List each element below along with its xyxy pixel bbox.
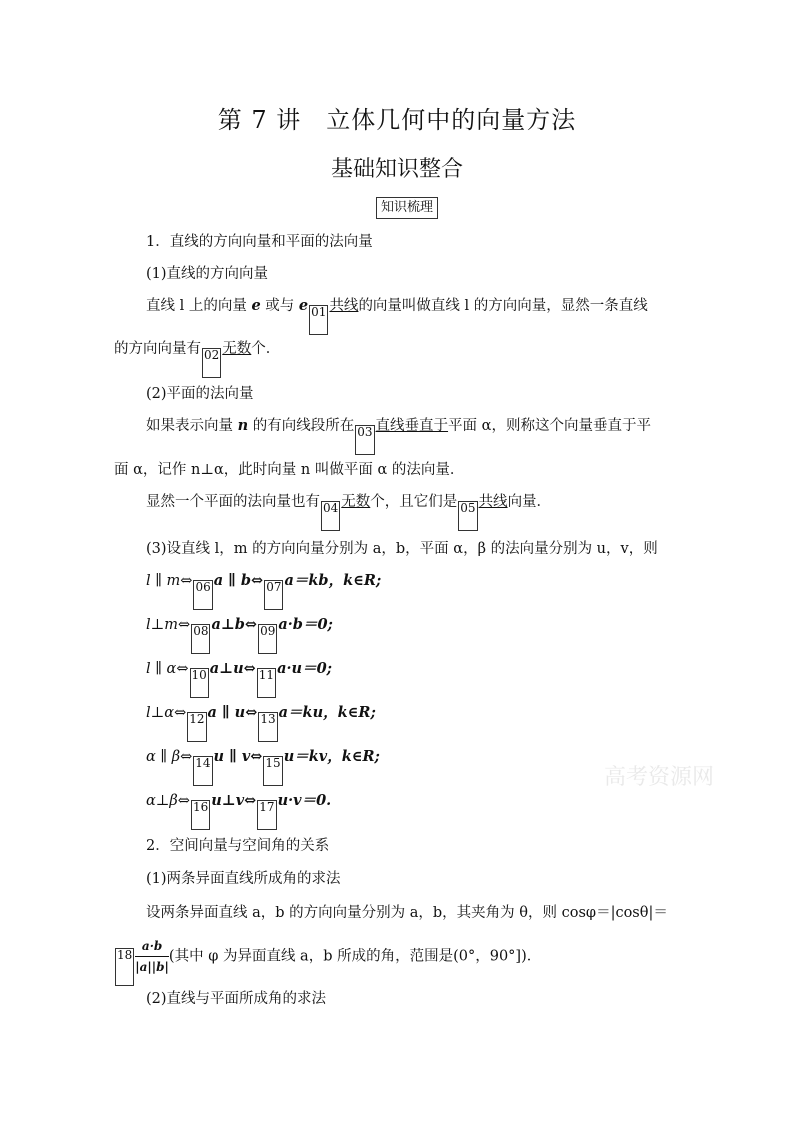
relation-row: l⊥α⇔ 12 a ∥ u⇔ 13 a＝ku，k∈R; xyxy=(146,703,376,734)
answer-box: 03 xyxy=(355,425,374,455)
heading-2a: (1)两条异面直线所成角的求法 xyxy=(146,871,341,887)
relation-row: l ∥ m⇔ 06 a ∥ b⇔ 07 a＝kb，k∈R; xyxy=(146,571,381,602)
heading-2b: (2)直线与平面所成角的求法 xyxy=(146,991,327,1007)
heading-1a: (1)直线的方向向量 xyxy=(146,266,269,282)
answer-box: 02 xyxy=(202,348,221,378)
paragraph-6: (3)设直线 l，m 的方向向量分别为 a，b，平面 α，β 的法向量分别为 u，v，则 xyxy=(146,541,658,557)
relation-row: l ∥ α⇔ 10 a⊥u⇔ 11 a·u＝0; xyxy=(146,659,332,690)
section-tag: 知识梳理 xyxy=(376,197,438,219)
relation-row: l⊥m⇔ 08 a⊥b⇔ 09 a·b＝0; xyxy=(146,615,333,646)
heading-1: 1．直线的方向向量和平面的法向量 xyxy=(146,234,373,250)
answer-box: 18 xyxy=(115,948,134,986)
answer-box: 04 xyxy=(321,501,340,531)
paragraph-4: 面 α，记作 n⊥α，此时向量 n 叫做平面 α 的法向量． xyxy=(114,462,465,478)
section-heading: 基础知识整合 xyxy=(330,157,463,182)
answer-box: 05 xyxy=(458,501,477,531)
answer-box: 01 xyxy=(309,305,328,335)
paragraph-2: 的方向向量有 02 无数个． xyxy=(114,339,280,370)
paragraph-7: 设两条异面直线 a，b 的方向向量分别为 a，b，其夹角为 θ，则 cosφ＝|cosθ|＝ xyxy=(146,905,668,921)
page-title: 第 7 讲 立体几何中的向量方法 xyxy=(217,106,577,134)
heading-2: 2．空间向量与空间角的关系 xyxy=(146,838,330,854)
relation-row: α ∥ β⇔ 14 u ∥ v⇔ 15 u＝kv，k∈R; xyxy=(146,747,380,778)
fraction: $\frac{a\cdot b}{|a||b|}$ xyxy=(135,936,169,977)
paragraph-1: 直线 l 上的向量 e 或与 e 01 共线的向量叫做直线 l 的方向向量，显然一条直线 xyxy=(146,296,648,327)
heading-1b: (2)平面的法向量 xyxy=(146,386,254,402)
watermark: 高考资源网 xyxy=(604,765,715,790)
paragraph-8: 18 $\frac{a\cdot b}{|a||b|}$ (其中 φ 为异面直线 a，b 所成的角，范围是(0°，90°])． xyxy=(114,936,541,986)
paragraph-3: 如果表示向量 n 的有向线段所在 03 直线垂直于平面 α，则称这个向量垂直于平 xyxy=(146,416,651,447)
paragraph-5: 显然一个平面的法向量也有 04 无数个，且它们是 05 共线向量． xyxy=(146,492,551,523)
relation-row: α⊥β⇔ 16 u⊥v⇔ 17 u·v＝0. xyxy=(146,791,331,822)
